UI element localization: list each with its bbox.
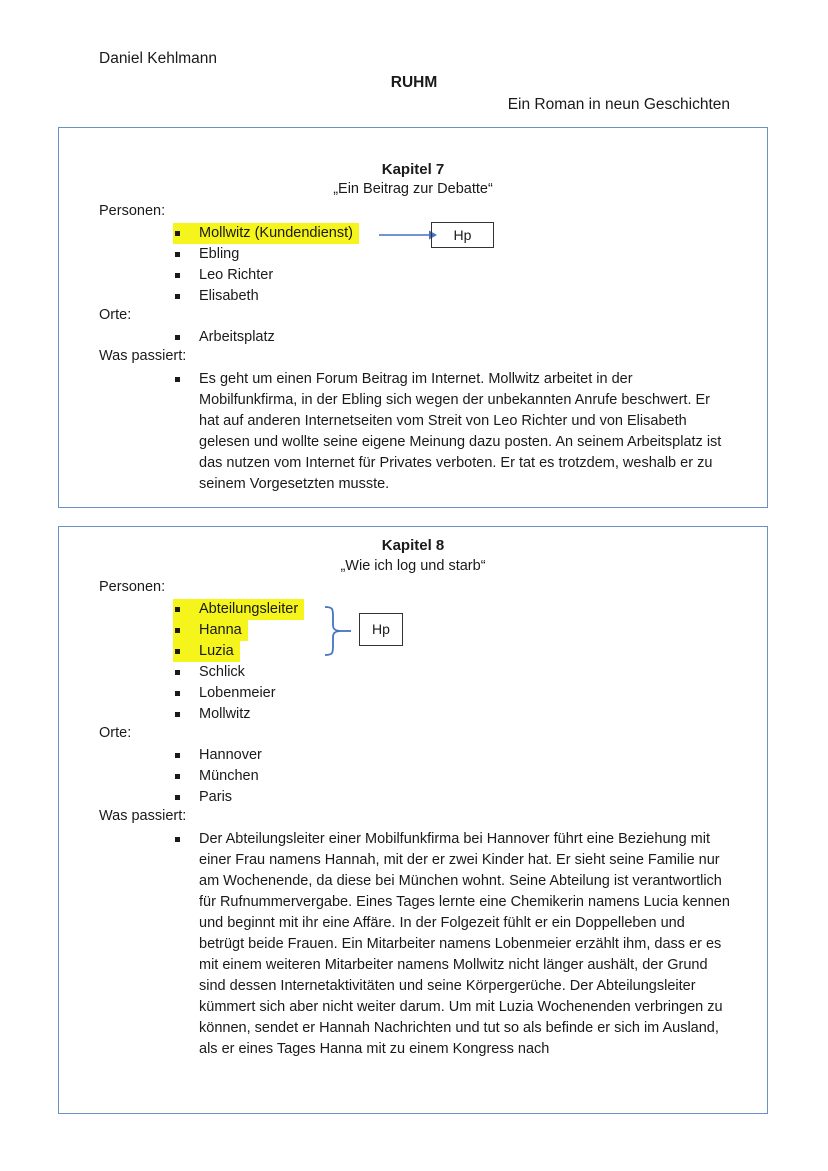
persons-label: Personen: [99, 579, 166, 595]
places-label: Orte: [99, 725, 132, 741]
chapter-heading: Kapitel 7 [381, 161, 445, 178]
bracket-icon [323, 605, 353, 657]
annotation-box: Hp [431, 222, 494, 248]
author-name: Daniel Kehlmann [99, 50, 218, 67]
person-item: Mollwitz (Kundendienst) [173, 223, 359, 244]
annotation-box: Hp [359, 613, 403, 646]
place-item: Paris [199, 789, 233, 805]
events-label: Was passiert: [99, 348, 187, 364]
book-subtitle: Ein Roman in neun Geschichten [507, 96, 730, 113]
chapter-subheading: „Wie ich log und starb“ [340, 558, 486, 574]
person-item: Schlick [199, 664, 245, 680]
events-label: Was passiert: [99, 808, 187, 824]
book-title: RUHM [390, 74, 438, 91]
chapter-7-box [58, 127, 768, 508]
chapter-heading: Kapitel 8 [381, 537, 445, 554]
place-item: München [199, 768, 259, 784]
person-item: Mollwitz [199, 706, 251, 722]
person-item: Hanna [173, 620, 248, 641]
place-item: Arbeitsplatz [199, 329, 275, 345]
person-item: Leo Richter [199, 267, 274, 283]
person-item: Ebling [199, 246, 240, 262]
events-paragraph: Es geht um einen Forum Beitrag im Internet. Mollwitz arbeitet in der Mobilfunkfirma, in der Ebling sich wegen der unbekannten Anrufe beschwert. Er hat auf anderen Internetseiten vom Streit von Leo Richter und von Elisabeth gelesen und wollte seine eigene Meinung dazu posten. An seinem Arbeitsplatz ist das nutzen vom Internet für Privates verboten. Er tat es trotzdem, weshalb er zu seinem Vorgesetzten musste. [199, 371, 722, 492]
persons-label: Personen: [99, 203, 166, 219]
events-paragraph: Der Abteilungsleiter einer Mobilfunkfirma bei Hannover führt eine Beziehung mit einer Frau namens Hannah, mit der er zwei Kinder hat. Er sieht seine Familie nur am Wochenende, da diese bei München wohnt. Seine Abteilung ist verantwortlich für Rufnummervergabe. Eines Tages lernte eine Chemikerin namens Lucia kennen und beginnt mit ihr eine Affäre. In der Folgezeit fühlt er ein Doppelleben und betrügt beide Frauen. Ein Mitarbeiter namens Lobenmeier erzählt ihm, dass er es mit einem weiteren Mitarbeiter namens Mollwitz nicht länger aushält, der Grund sind dessen Internetaktivitäten und seine Körpergerüche. Der Abteilungsleiter kümmert sich aber nicht weiter darum. Um mit Luzia Wochenenden verbringen zu können, sendet er Hannah Nachrichten und tut so als befinde er sich im Ausland, als er eines Tages Hanna mit zu einem Kongress nach [199, 831, 730, 1057]
chapter-8-box [58, 526, 768, 1114]
person-item: Lobenmeier [199, 685, 276, 701]
person-item: Elisabeth [199, 288, 259, 304]
place-item: Hannover [199, 747, 262, 763]
person-item: Luzia [173, 641, 240, 662]
places-label: Orte: [99, 307, 132, 323]
chapter-subheading: „Ein Beitrag zur Debatte“ [333, 181, 493, 197]
person-item: Abteilungsleiter [173, 599, 304, 620]
